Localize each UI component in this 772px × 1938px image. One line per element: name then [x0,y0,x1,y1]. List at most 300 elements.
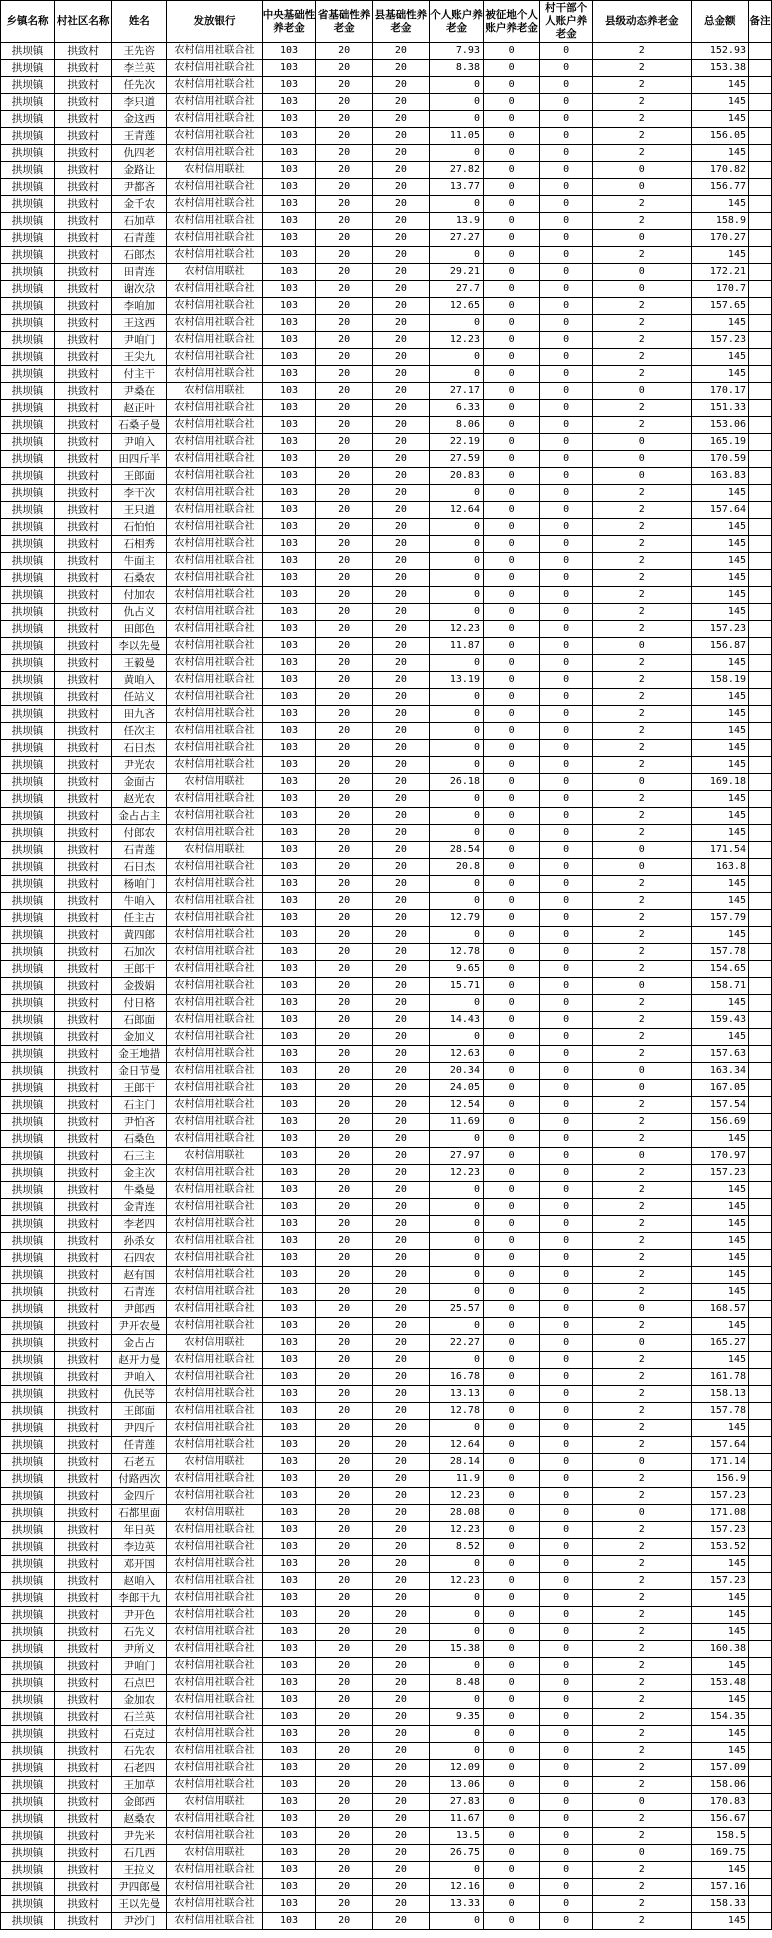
table-row [1,570,772,587]
town-cell: 拱坝镇 [1,672,55,689]
county-pension-cell: 20 [372,978,429,995]
personal-account-cell: 27.7 [430,281,484,298]
name-cell: 年日英 [112,1522,167,1539]
land-account-cell: 0 [483,349,539,366]
bank-cell: 农村信用社联合社 [167,1760,262,1777]
land-account-cell: 0 [483,723,539,740]
bank-cell: 农村信用社联合社 [167,1097,262,1114]
town-cell: 拱坝镇 [1,570,55,587]
village-cell: 拱致村 [54,859,111,876]
cadre-account-cell: 0 [540,349,593,366]
remark-cell [748,1046,771,1063]
remark-cell [748,1029,771,1046]
land-account-cell: 0 [483,1675,539,1692]
personal-account-cell: 11.87 [430,638,484,655]
personal-account-cell: 6.33 [430,400,484,417]
cadre-account-cell: 0 [540,1216,593,1233]
central-pension-cell: 103 [262,1318,316,1335]
remark-cell [748,910,771,927]
name-cell: 金占占主 [112,808,167,825]
county-dynamic-cell: 0 [592,1794,691,1811]
name-cell: 王拉义 [112,1862,167,1879]
cadre-account-cell: 0 [540,927,593,944]
personal-account-cell: 0 [430,536,484,553]
name-cell: 任青莲 [112,1437,167,1454]
total-amount-cell: 157.23 [691,1522,748,1539]
village-cell: 拱致村 [54,1267,111,1284]
remark-cell [748,757,771,774]
personal-account-cell: 0 [430,315,484,332]
bank-cell: 农村信用社联合社 [167,468,262,485]
total-amount-cell: 168.57 [691,1301,748,1318]
village-cell: 拱致村 [54,1097,111,1114]
table-row [1,247,772,264]
county-pension-cell: 20 [372,349,429,366]
provincial-pension-cell: 20 [316,43,372,60]
town-cell: 拱坝镇 [1,1471,55,1488]
total-amount-cell: 157.78 [691,1403,748,1420]
total-amount-cell: 145 [691,1607,748,1624]
central-pension-cell: 103 [262,791,316,808]
total-amount-cell: 165.19 [691,434,748,451]
village-cell: 拱致村 [54,1199,111,1216]
personal-account-cell: 27.27 [430,230,484,247]
town-cell: 拱坝镇 [1,451,55,468]
remark-cell [748,536,771,553]
land-account-cell: 0 [483,1114,539,1131]
name-cell: 仇民等 [112,1386,167,1403]
town-cell: 拱坝镇 [1,587,55,604]
bank-cell: 农村信用联社 [167,1794,262,1811]
provincial-pension-cell: 20 [316,1335,372,1352]
cadre-account-cell: 0 [540,859,593,876]
header-cell: 县级动态养老金 [592,1,691,43]
cadre-account-cell: 0 [540,1658,593,1675]
county-dynamic-cell: 2 [592,519,691,536]
bank-cell: 农村信用社联合社 [167,451,262,468]
table-row [1,1777,772,1794]
county-pension-cell: 20 [372,893,429,910]
village-cell: 拱致村 [54,1488,111,1505]
name-cell: 尹开农曼 [112,1318,167,1335]
remark-cell [748,1080,771,1097]
town-cell: 拱坝镇 [1,1437,55,1454]
cadre-account-cell: 0 [540,417,593,434]
total-amount-cell: 157.64 [691,502,748,519]
personal-account-cell: 0 [430,1250,484,1267]
bank-cell: 农村信用社联合社 [167,247,262,264]
village-cell: 拱致村 [54,468,111,485]
provincial-pension-cell: 20 [316,315,372,332]
remark-cell [748,791,771,808]
land-account-cell: 0 [483,1046,539,1063]
provincial-pension-cell: 20 [316,1522,372,1539]
personal-account-cell: 0 [430,655,484,672]
remark-cell [748,1199,771,1216]
village-cell: 拱致村 [54,1760,111,1777]
central-pension-cell: 103 [262,485,316,502]
name-cell: 付加农 [112,587,167,604]
personal-account-cell: 0 [430,893,484,910]
land-account-cell: 0 [483,1726,539,1743]
bank-cell: 农村信用社联合社 [167,604,262,621]
total-amount-cell: 158.9 [691,213,748,230]
table-row [1,995,772,1012]
name-cell: 石青莲 [112,842,167,859]
town-cell: 拱坝镇 [1,791,55,808]
central-pension-cell: 103 [262,1879,316,1896]
land-account-cell: 0 [483,689,539,706]
name-cell: 赵开力曼 [112,1352,167,1369]
county-pension-cell: 20 [372,1029,429,1046]
county-pension-cell: 20 [372,1624,429,1641]
land-account-cell: 0 [483,927,539,944]
town-cell: 拱坝镇 [1,1879,55,1896]
personal-account-cell: 0 [430,485,484,502]
village-cell: 拱致村 [54,995,111,1012]
county-pension-cell: 20 [372,1845,429,1862]
central-pension-cell: 103 [262,1063,316,1080]
provincial-pension-cell: 20 [316,995,372,1012]
cadre-account-cell: 0 [540,1913,593,1930]
cadre-account-cell: 0 [540,791,593,808]
land-account-cell: 0 [483,1811,539,1828]
table-row [1,1233,772,1250]
county-dynamic-cell: 0 [592,162,691,179]
central-pension-cell: 103 [262,1760,316,1777]
cadre-account-cell: 0 [540,94,593,111]
town-cell: 拱坝镇 [1,961,55,978]
village-cell: 拱致村 [54,1284,111,1301]
provincial-pension-cell: 20 [316,196,372,213]
county-dynamic-cell: 2 [592,1284,691,1301]
bank-cell: 农村信用联社 [167,383,262,400]
total-amount-cell: 170.59 [691,451,748,468]
remark-cell [748,1335,771,1352]
provincial-pension-cell: 20 [316,1046,372,1063]
town-cell: 拱坝镇 [1,1403,55,1420]
land-account-cell: 0 [483,1658,539,1675]
provincial-pension-cell: 20 [316,893,372,910]
bank-cell: 农村信用社联合社 [167,1165,262,1182]
village-cell: 拱致村 [54,247,111,264]
name-cell: 金日节曼 [112,1063,167,1080]
total-amount-cell: 145 [691,655,748,672]
remark-cell [748,927,771,944]
remark-cell [748,1777,771,1794]
central-pension-cell: 103 [262,145,316,162]
central-pension-cell: 103 [262,1301,316,1318]
county-pension-cell: 20 [372,417,429,434]
cadre-account-cell: 0 [540,145,593,162]
central-pension-cell: 103 [262,1386,316,1403]
county-dynamic-cell: 2 [592,1199,691,1216]
county-pension-cell: 20 [372,128,429,145]
provincial-pension-cell: 20 [316,77,372,94]
personal-account-cell: 12.16 [430,1879,484,1896]
county-pension-cell: 20 [372,1114,429,1131]
village-cell: 拱致村 [54,723,111,740]
county-dynamic-cell: 2 [592,1165,691,1182]
county-pension-cell: 20 [372,1165,429,1182]
total-amount-cell: 158.13 [691,1386,748,1403]
remark-cell [748,740,771,757]
table-row [1,1080,772,1097]
cadre-account-cell: 0 [540,1675,593,1692]
county-pension-cell: 20 [372,1590,429,1607]
name-cell: 赵咱入 [112,1573,167,1590]
provincial-pension-cell: 20 [316,400,372,417]
table-row [1,621,772,638]
village-cell: 拱致村 [54,1148,111,1165]
name-cell: 石克过 [112,1726,167,1743]
town-cell: 拱坝镇 [1,179,55,196]
bank-cell: 农村信用社联合社 [167,893,262,910]
remark-cell [748,1131,771,1148]
county-dynamic-cell: 2 [592,1267,691,1284]
total-amount-cell: 157.23 [691,332,748,349]
total-amount-cell: 163.8 [691,859,748,876]
remark-cell [748,1709,771,1726]
central-pension-cell: 103 [262,536,316,553]
total-amount-cell: 171.54 [691,842,748,859]
personal-account-cell: 0 [430,1556,484,1573]
central-pension-cell: 103 [262,298,316,315]
town-cell: 拱坝镇 [1,859,55,876]
cadre-account-cell: 0 [540,468,593,485]
table-row [1,1369,772,1386]
county-dynamic-cell: 2 [592,298,691,315]
cadre-account-cell: 0 [540,604,593,621]
county-dynamic-cell: 2 [592,60,691,77]
personal-account-cell: 13.77 [430,179,484,196]
land-account-cell: 0 [483,162,539,179]
table-row [1,128,772,145]
name-cell: 付郎农 [112,825,167,842]
land-account-cell: 0 [483,1573,539,1590]
remark-cell [748,893,771,910]
cadre-account-cell: 0 [540,1284,593,1301]
village-cell: 拱致村 [54,1250,111,1267]
name-cell: 石老五 [112,1454,167,1471]
remark-cell [748,859,771,876]
central-pension-cell: 103 [262,1250,316,1267]
central-pension-cell: 103 [262,213,316,230]
table-row [1,1522,772,1539]
provincial-pension-cell: 20 [316,774,372,791]
central-pension-cell: 103 [262,196,316,213]
land-account-cell: 0 [483,111,539,128]
table-row [1,349,772,366]
bank-cell: 农村信用社联合社 [167,1352,262,1369]
village-cell: 拱致村 [54,655,111,672]
village-cell: 拱致村 [54,604,111,621]
total-amount-cell: 156.67 [691,1811,748,1828]
cadre-account-cell: 0 [540,1403,593,1420]
bank-cell: 农村信用社联合社 [167,944,262,961]
central-pension-cell: 103 [262,60,316,77]
central-pension-cell: 103 [262,1488,316,1505]
town-cell: 拱坝镇 [1,1386,55,1403]
remark-cell [748,1590,771,1607]
personal-account-cell: 0 [430,1284,484,1301]
total-amount-cell: 167.05 [691,1080,748,1097]
land-account-cell: 0 [483,298,539,315]
central-pension-cell: 103 [262,1862,316,1879]
county-pension-cell: 20 [372,1199,429,1216]
land-account-cell: 0 [483,757,539,774]
land-account-cell: 0 [483,1250,539,1267]
personal-account-cell: 0 [430,995,484,1012]
remark-cell [748,1148,771,1165]
name-cell: 杨咱门 [112,876,167,893]
county-pension-cell: 20 [372,553,429,570]
bank-cell: 农村信用社联合社 [167,332,262,349]
total-amount-cell: 157.79 [691,910,748,927]
central-pension-cell: 103 [262,1556,316,1573]
land-account-cell: 0 [483,43,539,60]
village-cell: 拱致村 [54,1896,111,1913]
central-pension-cell: 103 [262,502,316,519]
provincial-pension-cell: 20 [316,264,372,281]
provincial-pension-cell: 20 [316,1233,372,1250]
personal-account-cell: 27.17 [430,383,484,400]
town-cell: 拱坝镇 [1,1335,55,1352]
personal-account-cell: 0 [430,145,484,162]
land-account-cell: 0 [483,502,539,519]
total-amount-cell: 145 [691,893,748,910]
central-pension-cell: 103 [262,417,316,434]
county-pension-cell: 20 [372,485,429,502]
provincial-pension-cell: 20 [316,1369,372,1386]
cadre-account-cell: 0 [540,978,593,995]
cadre-account-cell: 0 [540,808,593,825]
village-cell: 拱致村 [54,60,111,77]
total-amount-cell: 145 [691,366,748,383]
total-amount-cell: 145 [691,315,748,332]
central-pension-cell: 103 [262,995,316,1012]
name-cell: 石兰英 [112,1709,167,1726]
central-pension-cell: 103 [262,230,316,247]
total-amount-cell: 169.18 [691,774,748,791]
county-pension-cell: 20 [372,332,429,349]
personal-account-cell: 0 [430,111,484,128]
name-cell: 仇四老 [112,145,167,162]
name-cell: 牛咱入 [112,893,167,910]
bank-cell: 农村信用社联合社 [167,1692,262,1709]
provincial-pension-cell: 20 [316,179,372,196]
total-amount-cell: 145 [691,196,748,213]
county-dynamic-cell: 2 [592,1692,691,1709]
total-amount-cell: 153.48 [691,1675,748,1692]
provincial-pension-cell: 20 [316,1539,372,1556]
central-pension-cell: 103 [262,451,316,468]
name-cell: 王青莲 [112,128,167,145]
county-dynamic-cell: 2 [592,43,691,60]
town-cell: 拱坝镇 [1,383,55,400]
name-cell: 尹开色 [112,1607,167,1624]
total-amount-cell: 151.33 [691,400,748,417]
land-account-cell: 0 [483,1896,539,1913]
remark-cell [748,1114,771,1131]
town-cell: 拱坝镇 [1,604,55,621]
land-account-cell: 0 [483,1080,539,1097]
central-pension-cell: 103 [262,128,316,145]
personal-account-cell: 0 [430,825,484,842]
table-row [1,1590,772,1607]
central-pension-cell: 103 [262,553,316,570]
land-account-cell: 0 [483,281,539,298]
personal-account-cell: 0 [430,706,484,723]
village-cell: 拱致村 [54,417,111,434]
central-pension-cell: 103 [262,349,316,366]
total-amount-cell: 153.38 [691,60,748,77]
total-amount-cell: 145 [691,570,748,587]
name-cell: 尹都吝 [112,179,167,196]
town-cell: 拱坝镇 [1,77,55,94]
village-cell: 拱致村 [54,1777,111,1794]
table-row [1,400,772,417]
central-pension-cell: 103 [262,1607,316,1624]
remark-cell [748,1267,771,1284]
land-account-cell: 0 [483,876,539,893]
remark-cell [748,1012,771,1029]
remark-cell [748,1165,771,1182]
town-cell: 拱坝镇 [1,349,55,366]
land-account-cell: 0 [483,1777,539,1794]
town-cell: 拱坝镇 [1,706,55,723]
provincial-pension-cell: 20 [316,1352,372,1369]
bank-cell: 农村信用社联合社 [167,1556,262,1573]
county-pension-cell: 20 [372,1182,429,1199]
cadre-account-cell: 0 [540,1811,593,1828]
central-pension-cell: 103 [262,1777,316,1794]
county-dynamic-cell: 2 [592,706,691,723]
county-dynamic-cell: 0 [592,451,691,468]
land-account-cell: 0 [483,1199,539,1216]
total-amount-cell: 145 [691,1250,748,1267]
cadre-account-cell: 0 [540,1250,593,1267]
total-amount-cell: 145 [691,1862,748,1879]
county-pension-cell: 20 [372,247,429,264]
name-cell: 金郎西 [112,1794,167,1811]
table-row [1,774,772,791]
central-pension-cell: 103 [262,706,316,723]
provincial-pension-cell: 20 [316,1063,372,1080]
cadre-account-cell: 0 [540,1641,593,1658]
land-account-cell: 0 [483,1760,539,1777]
table-row [1,434,772,451]
provincial-pension-cell: 20 [316,1794,372,1811]
land-account-cell: 0 [483,910,539,927]
cadre-account-cell: 0 [540,672,593,689]
central-pension-cell: 103 [262,1369,316,1386]
town-cell: 拱坝镇 [1,553,55,570]
remark-cell [748,213,771,230]
village-cell: 拱致村 [54,1539,111,1556]
table-row [1,740,772,757]
county-dynamic-cell: 0 [592,1301,691,1318]
county-pension-cell: 20 [372,757,429,774]
table-row [1,1454,772,1471]
provincial-pension-cell: 20 [316,1318,372,1335]
county-dynamic-cell: 2 [592,1913,691,1930]
personal-account-cell: 0 [430,1420,484,1437]
total-amount-cell: 145 [691,1352,748,1369]
bank-cell: 农村信用社联合社 [167,876,262,893]
village-cell: 拱致村 [54,1403,111,1420]
table-row [1,1131,772,1148]
